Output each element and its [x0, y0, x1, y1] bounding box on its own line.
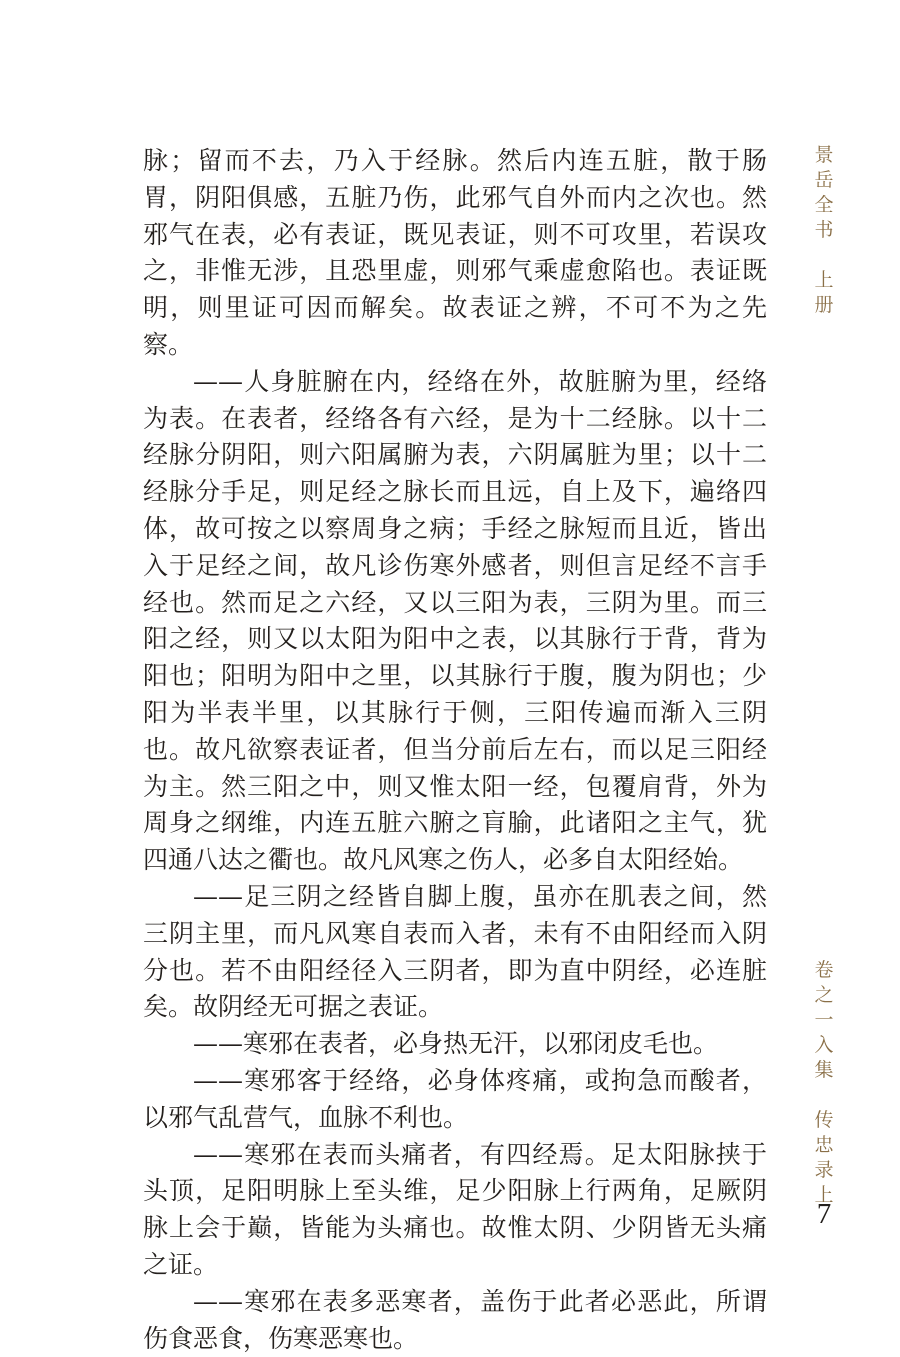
paragraph-3: ——足三阴之经皆自脚上腹，虽亦在肌表之间，然三阴主里，而凡风寒自表而入者，未有不由阳经而入阴分也。若不由阳经径入三阴者，即为直中阴经，必连脏矣。故阴经无可据之表证。 — [143, 881, 767, 1022]
chapter-label: 卷 之 一 入 集 — [814, 959, 834, 1081]
paragraph-5: ——寒邪客于经络，必身体疼痛，或拘急而酸者，以邪气乱营气，血脉不利也。 — [143, 1065, 767, 1132]
book-title: 景 岳 全 书 — [814, 144, 834, 241]
paragraph-4: ——寒邪在表者，必身热无汗，以邪闭皮毛也。 — [193, 1029, 719, 1059]
body-text — [143, 143, 767, 1357]
running-head-chapter — [813, 958, 835, 1208]
paragraph-7: ——寒邪在表多恶寒者，盖伤于此者必恶此，所谓伤食恶食，伤寒恶寒也。 — [143, 1286, 767, 1353]
running-head-book — [813, 143, 835, 318]
section-label: 传 忠 录 上 — [814, 1109, 834, 1206]
paragraph-1: 脉；留而不去，乃入于经脉。然后内连五脏，散于肠胃，阴阳俱感，五脏乃伤，此邪气自外而内之次也。然邪气在表，必有表证，既见表证，则不可攻里，若误攻之，非惟无涉，且恐里虚，则邪气乘虚愈陷也。表证既明，则里证可因而解矣。故表证之辨，不可不为之先察。 — [143, 146, 767, 359]
paragraph-6: ——寒邪在表而头痛者，有四经焉。足太阳脉挟于头顶，足阳明脉上至头维，足少阳脉上行两角，足厥阴脉上会于巅，皆能为头痛也。故惟太阴、少阴皆无头痛之证。 — [143, 1139, 767, 1279]
paragraph-2: ——人身脏腑在内，经络在外，故脏腑为里，经络为表。在表者，经络各有六经，是为十二经脉。以十二经脉分阴阳，则六阳属腑为表，六阴属脏为里；以十二经脉分手足，则足经之脉长而且远，自上及下，遍络四体，故可按之以察周身之病；手经之脉短而且近，皆出入于足经之间，故凡诊伤寒外感者，则但言足经不言手经也。然而足之六经，又以三阳为表，三阴为里。而三阳之经，则又以太阳为阳中之表，以其脉行于背，背为阳也；阳明为阳中之里，以其脉行于腹，腹为阴也；少阳为半表半里，以其脉行于侧，三阳传遍而渐入三阴也。故凡欲察表证者，但当分前后左右，而以足三阳经为主。然三阳之中，则又惟太阳一经，包覆肩背，外为周身之纲维，内连五脏六腑之肓腧，此诸阳之主气，犹四通八达之衢也。故凡风寒之伤人，必多自太阳经始。 — [143, 366, 767, 875]
volume-label: 上 册 — [814, 269, 834, 316]
page-number: 7 — [816, 1198, 832, 1230]
